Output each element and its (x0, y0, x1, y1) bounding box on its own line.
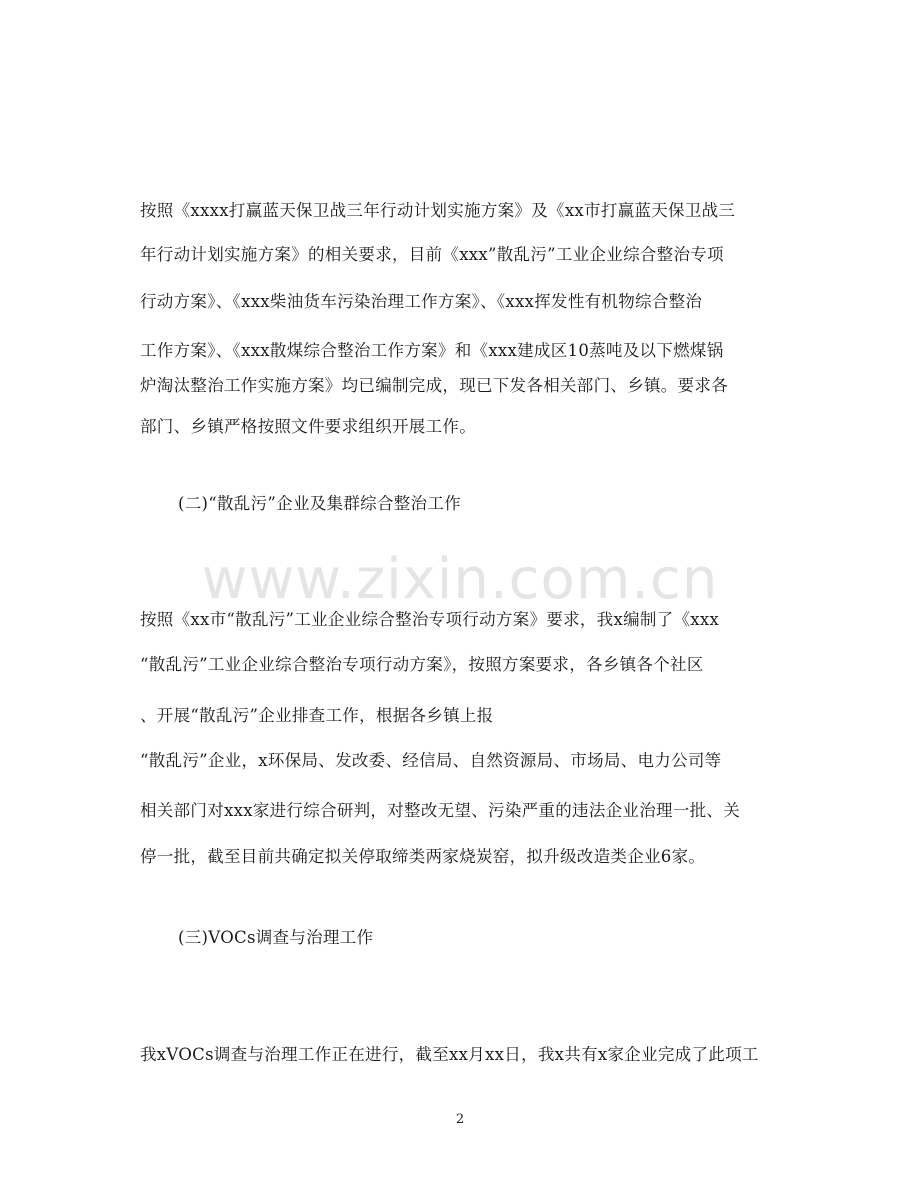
paragraph-line: 按照《xxxx打赢蓝天保卫战三年行动计划实施方案》及《xx市打赢蓝天保卫战三 (140, 201, 736, 220)
paragraph-line: 工作方案》、《xxx散煤综合整治工作方案》和《xxx建成区10蒸吨及以下燃煤锅 (140, 341, 724, 360)
paragraph-line: 我xVOCs调查与治理工作正在进行，截至xx月xx日，我x共有x家企业完成了此项工 (140, 1045, 759, 1064)
paragraph-line: 年行动计划实施方案》的相关要求，目前《xxx”散乱污”工业企业综合整治专项 (140, 245, 724, 264)
page-number: 2 (455, 1112, 465, 1127)
paragraph-line: “散乱污”企业，x环保局、发改委、经信局、自然资源局、市场局、电力公司等 (140, 751, 722, 770)
paragraph-line: 按照《xx市“散乱污”工业企业综合整治专项行动方案》要求，我x编制了《xxx (140, 610, 720, 629)
paragraph-line: “散乱污”工业企业综合整治专项行动方案》，按照方案要求，各乡镇各个社区 (140, 655, 704, 674)
paragraph-line: 相关部门对xxx家进行综合研判，对整改无望、污染严重的违法企业治理一批、关 (140, 801, 741, 820)
paragraph-line: 行动方案》、《xxx柴油货车污染治理工作方案》、《xxx挥发性有机物综合整治 (140, 292, 703, 311)
watermark: www.zixin.com.cn (201, 547, 719, 612)
section-heading: (三)VOCs调查与治理工作 (178, 928, 374, 947)
paragraph-line: 部门、乡镇严格按照文件要求组织开展工作。 (140, 417, 476, 436)
paragraph-line: 停一批，截至目前共确定拟关停取缔类两家烧炭窑，拟升级改造类企业6家。 (140, 847, 706, 866)
paragraph-line: 炉淘汰整治工作实施方案》均已编制完成，现已下发各相关部门、乡镇。要求各 (140, 376, 728, 395)
section-heading: (二)“散乱污”企业及集群综合整治工作 (178, 494, 461, 513)
paragraph-line: 、开展“散乱污”企业排查工作，根据各乡镇上报 (140, 706, 494, 725)
